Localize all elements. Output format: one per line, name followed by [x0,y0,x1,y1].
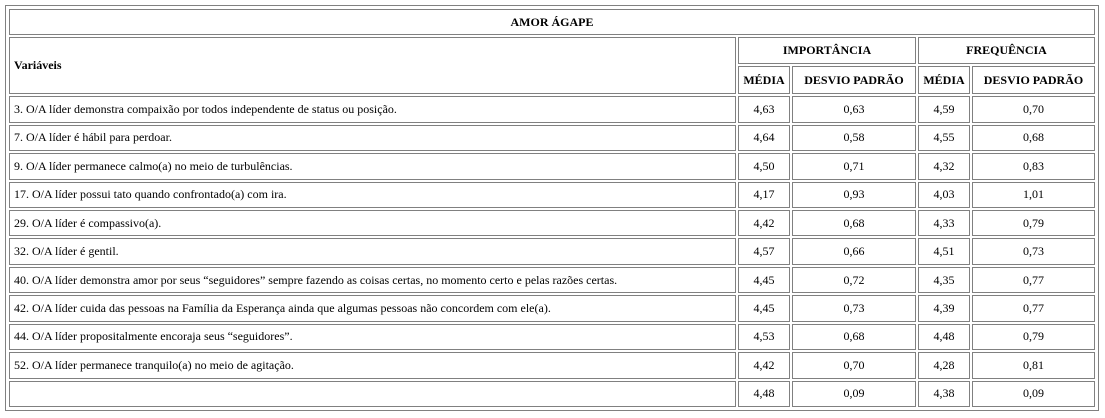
frequency-mean-cell: 4,33 [918,210,970,236]
importance-sd-cell: 0,73 [792,295,916,321]
importance-group-header: IMPORTÂNCIA [738,37,916,63]
amor-agape-table-frame [5,5,1099,411]
importance-sd-header: DESVIO PADRÃO [792,66,916,94]
table-row [9,238,1095,264]
importance-mean-cell: 4,64 [738,125,790,151]
importance-sd-cell: 0,66 [792,238,916,264]
importance-sd-cell: 0,68 [792,324,916,350]
frequency-mean-cell: 4,48 [918,324,970,350]
variable-label: 42. O/A líder cuida das pessoas na Família da Esperança ainda que algumas pessoas não concordem com ele(a). [9,295,736,321]
importance-sd-cell: 0,72 [792,267,916,293]
table-row [9,295,1095,321]
frequency-mean-cell: 4,32 [918,153,970,179]
frequency-sd-cell: 0,79 [972,324,1095,350]
importance-mean-cell: 4,17 [738,182,790,208]
frequency-mean-cell: 4,38 [918,381,970,407]
frequency-mean-cell: 4,59 [918,96,970,122]
table-row [9,324,1095,350]
frequency-mean-cell: 4,28 [918,352,970,378]
variable-label: 40. O/A líder demonstra amor por seus “seguidores” sempre fazendo as coisas certas, no momento certo e pelas razões certas. [9,267,736,293]
importance-mean-cell: 4,42 [738,210,790,236]
frequency-sd-cell: 0,77 [972,295,1095,321]
frequency-sd-cell: 0,81 [972,352,1095,378]
importance-mean-cell: 4,53 [738,324,790,350]
frequency-sd-cell: 1,01 [972,182,1095,208]
frequency-mean-cell: 4,35 [918,267,970,293]
frequency-sd-cell: 0,70 [972,96,1095,122]
importance-mean-cell: 4,45 [738,267,790,293]
frequency-sd-cell: 0,09 [972,381,1095,407]
table-row [9,125,1095,151]
importance-mean-cell: 4,42 [738,352,790,378]
table-title: AMOR ÁGAPE [9,9,1095,35]
table-row [9,96,1095,122]
importance-sd-cell: 0,70 [792,352,916,378]
importance-mean-cell: 4,45 [738,295,790,321]
frequency-mean-header: MÉDIA [918,66,970,94]
importance-sd-cell: 0,09 [792,381,916,407]
importance-mean-header: MÉDIA [738,66,790,94]
variable-label: 3. O/A líder demonstra compaixão por todos independente de status ou posição. [9,96,736,122]
table-row [9,267,1095,293]
variable-label: 7. O/A líder é hábil para perdoar. [9,125,736,151]
table-row [9,352,1095,378]
variable-label [9,381,736,407]
importance-mean-cell: 4,50 [738,153,790,179]
table-row [9,182,1095,208]
table-row [9,210,1095,236]
frequency-sd-cell: 0,77 [972,267,1095,293]
amor-agape-table [7,7,1097,409]
frequency-sd-header: DESVIO PADRÃO [972,66,1095,94]
importance-sd-cell: 0,68 [792,210,916,236]
importance-sd-cell: 0,71 [792,153,916,179]
importance-mean-cell: 4,57 [738,238,790,264]
importance-mean-cell: 4,63 [738,96,790,122]
frequency-sd-cell: 0,73 [972,238,1095,264]
variable-label: 32. O/A líder é gentil. [9,238,736,264]
variables-header: Variáveis [9,37,736,94]
frequency-sd-cell: 0,83 [972,153,1095,179]
frequency-mean-cell: 4,51 [918,238,970,264]
table-row [9,153,1095,179]
variable-label: 44. O/A líder propositalmente encoraja seus “seguidores”. [9,324,736,350]
variable-label: 9. O/A líder permanece calmo(a) no meio de turbulências. [9,153,736,179]
frequency-mean-cell: 4,55 [918,125,970,151]
variable-label: 52. O/A líder permanece tranquilo(a) no meio de agitação. [9,352,736,378]
frequency-sd-cell: 0,68 [972,125,1095,151]
frequency-mean-cell: 4,39 [918,295,970,321]
summary-row [9,381,1095,407]
importance-sd-cell: 0,63 [792,96,916,122]
variable-label: 17. O/A líder possui tato quando confrontado(a) com ira. [9,182,736,208]
frequency-mean-cell: 4,03 [918,182,970,208]
importance-sd-cell: 0,58 [792,125,916,151]
frequency-group-header: FREQUÊNCIA [918,37,1095,63]
variable-label: 29. O/A líder é compassivo(a). [9,210,736,236]
importance-mean-cell: 4,48 [738,381,790,407]
frequency-sd-cell: 0,79 [972,210,1095,236]
importance-sd-cell: 0,93 [792,182,916,208]
